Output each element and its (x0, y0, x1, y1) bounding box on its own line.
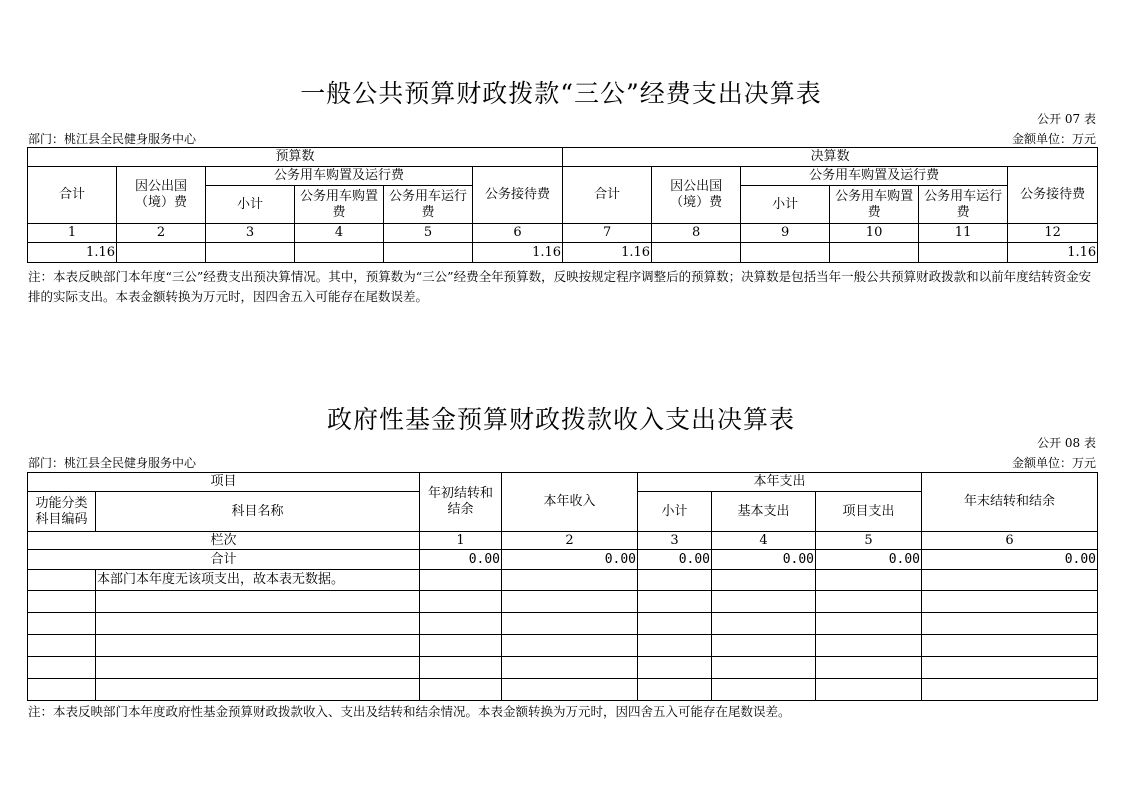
t2-total-cell: 0.00 (712, 550, 816, 570)
table1-dept: 部门：桃江县全民健身服务中心 (28, 132, 197, 146)
t1-h-reception-a: 公务接待费 (473, 167, 563, 224)
t1-h-total-b: 合计 (563, 167, 652, 224)
t2-empty-cell (816, 570, 922, 591)
t2-total-label: 合计 (28, 550, 420, 570)
t2-empty-cell (502, 635, 638, 657)
t2-empty-cell (712, 591, 816, 613)
t2-empty-cell (502, 657, 638, 679)
t2-total-cell: 0.00 (922, 550, 1098, 570)
t2-total-cell: 0.00 (638, 550, 712, 570)
t1-data-cell (919, 243, 1008, 263)
t2-empty-cell (28, 657, 96, 679)
table2-grid (27, 472, 1098, 701)
t1-index-cell: 8 (652, 224, 741, 243)
t1-h-car-group-a: 公务用车购置及运行费 (206, 167, 473, 186)
t1-data-cell (295, 243, 384, 263)
t1-data-cell (384, 243, 473, 263)
t2-h-expense-group: 本年支出 (638, 473, 922, 492)
t2-empty-cell (816, 657, 922, 679)
t2-empty-cell (638, 635, 712, 657)
t2-empty-cell (816, 679, 922, 701)
t1-data-cell (206, 243, 295, 263)
t2-empty-cell (502, 570, 638, 591)
t1-h-subtotal-b: 小计 (741, 186, 830, 224)
t2-index-cell: 4 (712, 532, 816, 550)
t1-index-cell: 3 (206, 224, 295, 243)
t2-index-cell: 2 (502, 532, 638, 550)
t2-empty-cell (28, 635, 96, 657)
t2-empty-cell (28, 613, 96, 635)
t2-empty-cell (420, 635, 502, 657)
t1-h-abroad-a: 因公出国（境）费 (117, 167, 206, 224)
t2-empty-cell (420, 570, 502, 591)
t2-empty-cell (420, 657, 502, 679)
t1-h-car-group-b: 公务用车购置及运行费 (741, 167, 1008, 186)
t1-index-cell: 12 (1008, 224, 1098, 243)
table1-note: 注：本表反映部门本年度“三公”经费支出预决算情况。其中，预算数为“三公”经费全年预算数，反映按规定程序调整后的预算数；决算数是包括当年一般公共预算财政拨款和以前年度结转资金安排的实际支出。本表金额转换为万元时，因四舍五入可能存在尾数误差。 (28, 269, 1092, 304)
t2-empty-cell (638, 591, 712, 613)
t2-h-item: 项目 (28, 473, 420, 492)
t1-data-cell: 1.16 (473, 243, 563, 263)
t2-empty-message: 本部门本年度无该项支出，故本表无数据。 (96, 570, 420, 591)
t1-data-cell (117, 243, 206, 263)
t2-empty-cell (922, 635, 1098, 657)
t2-empty-cell (502, 591, 638, 613)
t2-index-label: 栏次 (28, 532, 420, 550)
t2-index-cell: 1 (420, 532, 502, 550)
table1-title: 一般公共预算财政拨款“三公”经费支出决算表 (300, 79, 822, 108)
t2-h-subject: 科目名称 (96, 492, 420, 532)
t1-h-car-run-b: 公务用车运行费 (919, 186, 1008, 224)
t2-empty-cell (816, 591, 922, 613)
t2-empty-cell (816, 635, 922, 657)
t2-index-cell: 6 (922, 532, 1098, 550)
t2-empty-cell (420, 591, 502, 613)
t2-index-cell: 3 (638, 532, 712, 550)
t1-index-cell: 1 (28, 224, 117, 243)
t1-data-cell: 1.16 (28, 243, 117, 263)
t2-empty-cell (96, 679, 420, 701)
t2-empty-cell (922, 570, 1098, 591)
t1-index-cell: 10 (830, 224, 919, 243)
t1-data-cell (830, 243, 919, 263)
t2-h-project: 项目支出 (816, 492, 922, 532)
t2-h-end: 年末结转和结余 (922, 473, 1098, 532)
t1-data-cell: 1.16 (563, 243, 652, 263)
t1-h-reception-b: 公务接待费 (1008, 167, 1098, 224)
t1-index-cell: 7 (563, 224, 652, 243)
t1-index-cell: 9 (741, 224, 830, 243)
t2-empty-cell (638, 613, 712, 635)
t2-empty-cell (816, 613, 922, 635)
t1-group-budget: 预算数 (28, 148, 563, 167)
t2-empty-cell (420, 679, 502, 701)
t1-h-car-purchase-b: 公务用车购置费 (830, 186, 919, 224)
table1-unit: 金额单位：万元 (1011, 132, 1096, 146)
table1-code: 公开 07 表 (1037, 112, 1096, 126)
t2-empty-cell (96, 591, 420, 613)
table2-dept: 部门：桃江县全民健身服务中心 (28, 456, 197, 470)
t2-empty-cell (712, 635, 816, 657)
t2-h-begin: 年初结转和结余 (420, 473, 502, 532)
t2-empty-cell (922, 613, 1098, 635)
t1-index-cell: 6 (473, 224, 563, 243)
t1-h-total-a: 合计 (28, 167, 117, 224)
table2-note: 注：本表反映部门本年度政府性基金预算财政拨款收入、支出及结转和结余情况。本表金额转换为万元时，因四舍五入可能存在尾数误差。 (28, 704, 791, 719)
t2-empty-cell (712, 657, 816, 679)
t2-empty-cell (638, 679, 712, 701)
t2-empty-cell (638, 657, 712, 679)
t2-h-func-code: 功能分类科目编码 (28, 492, 96, 532)
table2-code: 公开 08 表 (1037, 436, 1096, 450)
t2-empty-cell (96, 613, 420, 635)
t2-total-cell: 0.00 (502, 550, 638, 570)
t1-h-car-run-a: 公务用车运行费 (384, 186, 473, 224)
t2-total-cell: 0.00 (420, 550, 502, 570)
t1-index-cell: 11 (919, 224, 1008, 243)
t2-h-subtotal: 小计 (638, 492, 712, 532)
t2-empty-cell (96, 635, 420, 657)
table2-title: 政府性基金预算财政拨款收入支出决算表 (326, 405, 795, 434)
t2-empty-cell (638, 570, 712, 591)
t2-empty-cell (502, 613, 638, 635)
table1-grid (27, 147, 1098, 263)
t1-data-cell: 1.16 (1008, 243, 1098, 263)
t2-empty-cell (28, 679, 96, 701)
t1-group-final: 决算数 (563, 148, 1098, 167)
t1-index-cell: 4 (295, 224, 384, 243)
t2-empty-cell (712, 570, 816, 591)
t1-h-abroad-b: 因公出国（境）费 (652, 167, 741, 224)
t2-empty-cell (96, 657, 420, 679)
t2-empty-cell (712, 679, 816, 701)
t2-empty-cell (922, 679, 1098, 701)
t1-data-cell (741, 243, 830, 263)
t2-empty-cell (28, 570, 96, 591)
t1-h-car-purchase-a: 公务用车购置费 (295, 186, 384, 224)
t2-h-basic: 基本支出 (712, 492, 816, 532)
t2-empty-cell (502, 679, 638, 701)
t1-data-cell (652, 243, 741, 263)
t1-h-subtotal-a: 小计 (206, 186, 295, 224)
t2-empty-cell (28, 591, 96, 613)
t2-empty-cell (922, 657, 1098, 679)
t1-index-cell: 2 (117, 224, 206, 243)
t2-index-cell: 5 (816, 532, 922, 550)
t2-h-income: 本年收入 (502, 473, 638, 532)
t2-empty-cell (712, 613, 816, 635)
t2-empty-cell (922, 591, 1098, 613)
t2-total-cell: 0.00 (816, 550, 922, 570)
table2-unit: 金额单位：万元 (1011, 456, 1096, 470)
t2-empty-cell (420, 613, 502, 635)
t1-index-cell: 5 (384, 224, 473, 243)
